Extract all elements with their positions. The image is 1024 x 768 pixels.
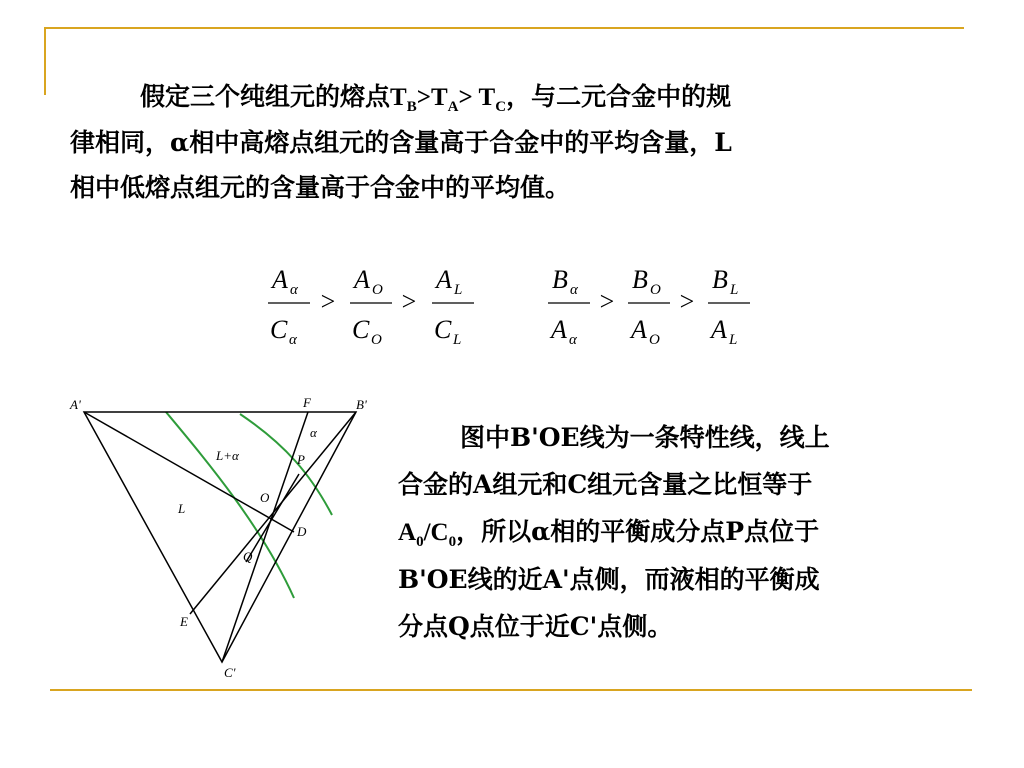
svg-text:L: L xyxy=(730,282,739,298)
svg-text:A: A xyxy=(711,315,727,344)
description-paragraph xyxy=(398,414,968,650)
svg-text:C: C xyxy=(434,315,452,344)
svg-text:>: > xyxy=(598,287,616,316)
svg-text:A: A xyxy=(436,265,452,294)
ternary-phase-diagram xyxy=(66,390,376,686)
svg-text:O: O xyxy=(372,282,383,298)
fraction-2 xyxy=(350,265,392,348)
intro-paragraph xyxy=(70,74,970,210)
desc-line-1: 图中B'OE线为一条特性线，线上 xyxy=(460,423,830,452)
label-bprime: B' xyxy=(356,397,367,412)
label-f: F xyxy=(303,395,311,410)
svg-text:α: α xyxy=(290,282,298,298)
equation-a-over-c xyxy=(268,265,474,348)
label-p: P xyxy=(297,452,305,467)
desc-line-5: 分点Q点位于近C'点侧。 xyxy=(398,612,673,641)
desc-line-4: B'OE线的近A'点侧，而液相的平衡成 xyxy=(398,565,820,594)
tie-line-p-q xyxy=(246,474,299,562)
svg-text:α: α xyxy=(570,282,578,298)
svg-text:A: A xyxy=(354,265,370,294)
label-l: L xyxy=(178,501,186,516)
svg-text:B: B xyxy=(712,265,728,294)
intro-line-1: 假定三个纯组元的熔点$T_B>T_A> T_C$，与二元合金中的规 xyxy=(140,82,732,115)
svg-text:O: O xyxy=(649,332,660,348)
intro-line-2: 律相同，α相中高熔点组元的含量高于合金中的平均含量，L xyxy=(70,128,732,157)
label-e: E xyxy=(180,614,188,629)
svg-text:C: C xyxy=(352,315,370,344)
svg-text:A: A xyxy=(631,315,647,344)
svg-text:α: α xyxy=(289,332,297,348)
fraction-4 xyxy=(548,265,590,348)
solidus-curve xyxy=(240,414,332,515)
label-q: Q xyxy=(243,549,253,564)
label-d: D xyxy=(297,524,307,539)
svg-text:>: > xyxy=(319,287,337,316)
top-rule xyxy=(44,27,964,29)
fraction-3 xyxy=(432,265,474,348)
bottom-rule xyxy=(50,689,972,691)
svg-text:α: α xyxy=(569,332,577,348)
desc-line-3: $A_0/C_0$，所以α相的平衡成分点P点位于 xyxy=(398,517,820,550)
svg-text:O: O xyxy=(650,282,661,298)
svg-text:B: B xyxy=(552,265,568,294)
fraction-6 xyxy=(708,265,750,348)
label-o: O xyxy=(260,490,270,505)
ratio-inequalities xyxy=(262,258,762,358)
svg-text:B: B xyxy=(632,265,648,294)
svg-text:C: C xyxy=(270,315,288,344)
svg-text:L: L xyxy=(454,282,463,298)
label-cprime: C' xyxy=(224,665,236,680)
fraction-1 xyxy=(268,265,310,348)
desc-line-2: 合金的A组元和C组元含量之比恒等于 xyxy=(398,470,813,499)
intro-line-3: 相中低熔点组元的含量高于合金中的平均值。 xyxy=(70,173,571,202)
label-aprime: A' xyxy=(70,397,81,412)
fraction-5 xyxy=(628,265,670,348)
label-alpha: α xyxy=(310,425,317,440)
svg-text:L: L xyxy=(729,332,738,348)
svg-text:>: > xyxy=(400,287,418,316)
equation-b-over-a xyxy=(548,265,750,348)
svg-text:A: A xyxy=(551,315,567,344)
svg-text:A: A xyxy=(272,265,288,294)
label-l-plus-alpha: L+α xyxy=(216,448,239,463)
side-rule xyxy=(44,27,46,95)
svg-text:>: > xyxy=(678,287,696,316)
svg-text:O: O xyxy=(371,332,382,348)
svg-text:L: L xyxy=(453,332,462,348)
